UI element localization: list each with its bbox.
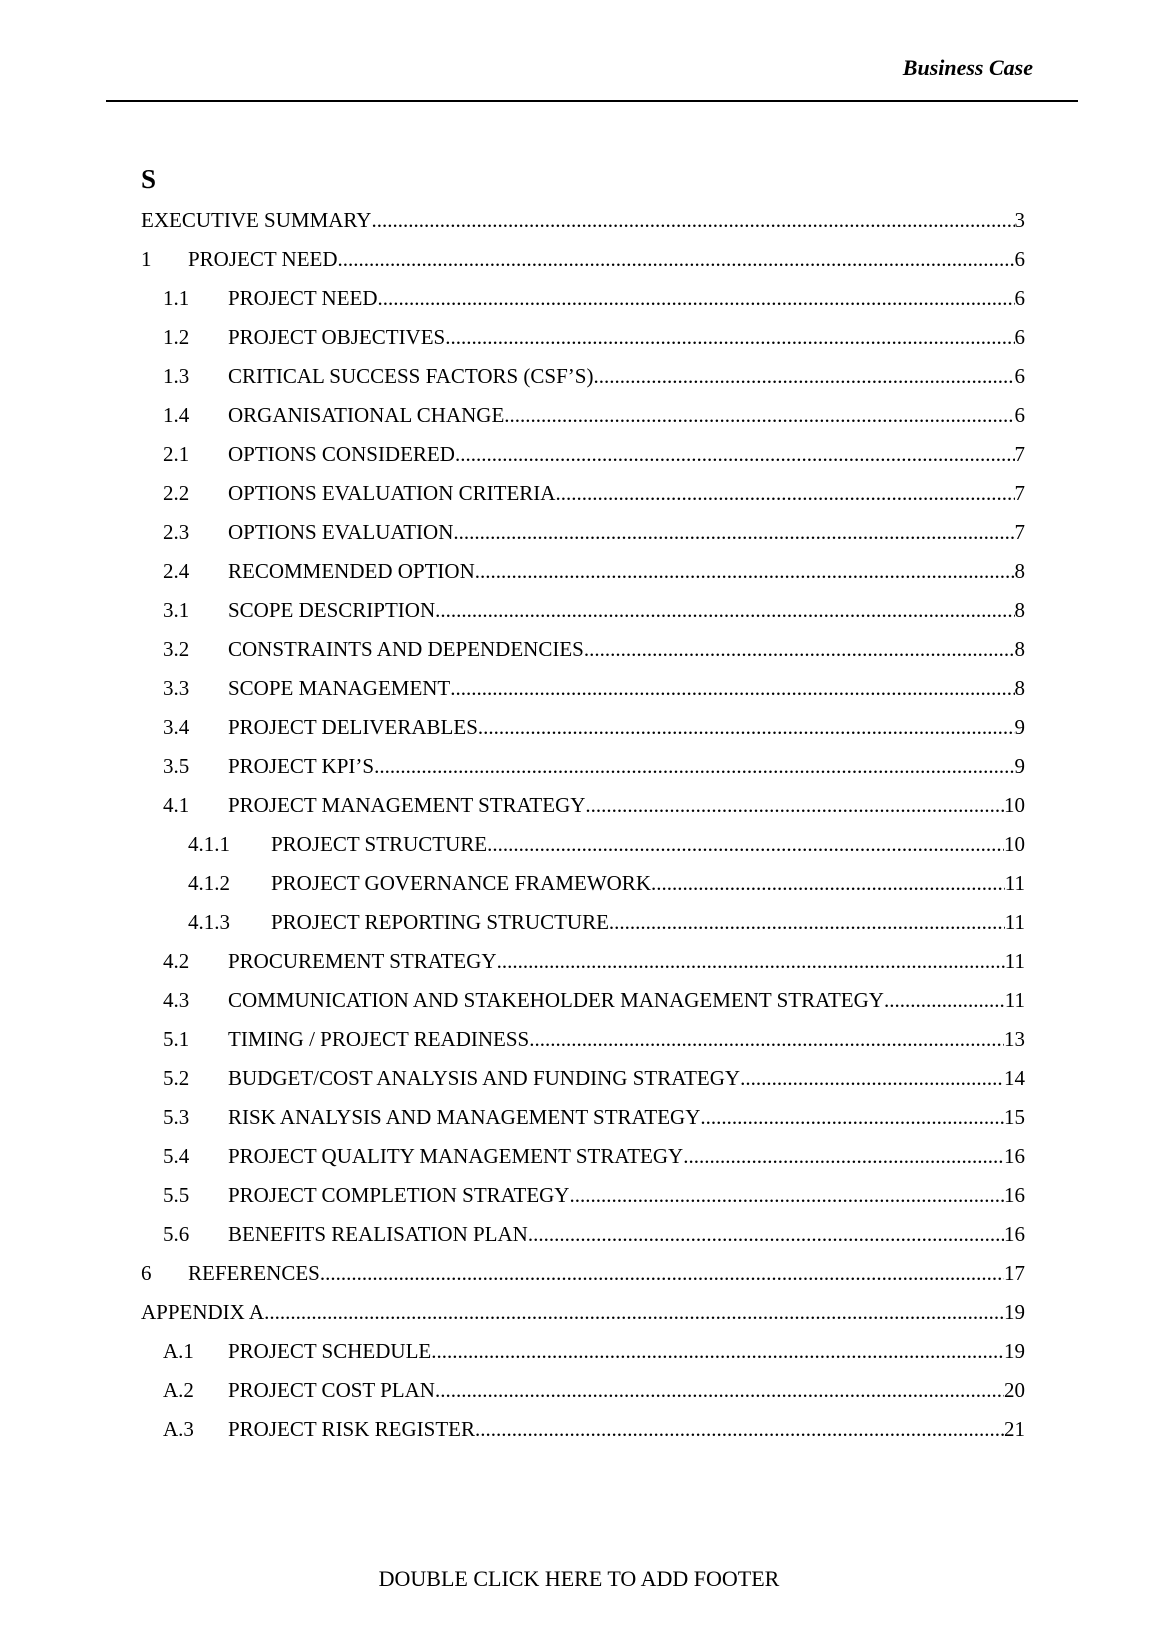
toc-entry-page: 20	[1004, 1378, 1025, 1402]
toc-entry-number: 4.1.1	[188, 832, 230, 856]
toc-entry-page: 3	[1014, 208, 1025, 232]
toc-entry-title: PROJECT KPI’S	[228, 754, 375, 778]
toc-dot-leader	[683, 1144, 1004, 1169]
toc-entry-number: 6	[141, 1261, 152, 1285]
toc-entry-title: PROJECT COMPLETION STRATEGY	[228, 1183, 570, 1207]
toc-entry-number: 3.3	[163, 676, 190, 700]
toc-entry-page: 19	[1004, 1300, 1025, 1324]
toc-entry-page: 8	[1014, 676, 1025, 700]
toc-entry-title: PROJECT STRUCTURE	[271, 832, 488, 856]
toc-entry-number: A.3	[163, 1417, 194, 1441]
toc-entry-number: 3.1	[163, 598, 190, 622]
toc-entry-title: PROJECT GOVERNANCE FRAMEWORK	[271, 871, 651, 895]
toc-dot-leader	[529, 1027, 1004, 1052]
toc-entry[interactable]	[141, 481, 1025, 520]
toc-entry-page: 7	[1014, 442, 1025, 466]
toc-entry[interactable]	[141, 520, 1025, 559]
toc-entry-number: 4.1.2	[188, 871, 230, 895]
toc-entry-title: PROJECT NEED	[188, 247, 338, 271]
toc-entry[interactable]	[141, 793, 1025, 832]
toc-entry-title: PROJECT RISK REGISTER	[228, 1417, 475, 1441]
toc-dot-leader	[555, 481, 1014, 506]
toc-dot-leader	[450, 676, 1014, 701]
toc-entry-page: 14	[1004, 1066, 1025, 1090]
toc-entry-number: 1.3	[163, 364, 190, 388]
toc-entry-page: 11	[1004, 871, 1025, 895]
toc-dot-leader	[431, 1339, 1004, 1364]
toc-entry-page: 6	[1014, 403, 1025, 427]
toc-entry-title: PROJECT MANAGEMENT STRATEGY	[228, 793, 586, 817]
toc-entry[interactable]	[141, 1144, 1025, 1183]
toc-entry-page: 8	[1014, 598, 1025, 622]
toc-entry-page: 10	[1004, 793, 1025, 817]
toc-dot-leader	[593, 364, 1014, 389]
toc-dot-leader	[700, 1105, 1004, 1130]
header-divider	[106, 100, 1078, 102]
toc-entry-title: PROJECT DELIVERABLES	[228, 715, 478, 739]
toc-entry-page: 9	[1014, 715, 1025, 739]
toc-entry-number: 3.5	[163, 754, 190, 778]
toc-entry-number: 5.2	[163, 1066, 190, 1090]
toc-dot-leader	[478, 715, 1015, 740]
toc-dot-leader	[487, 832, 1004, 857]
toc-entry-title: PROJECT COST PLAN	[228, 1378, 435, 1402]
toc-entry-title: PROJECT NEED	[228, 286, 378, 310]
toc-entry-number: 3.4	[163, 715, 190, 739]
toc-entry-title: OPTIONS EVALUATION CRITERIA	[228, 481, 556, 505]
toc-entry-page: 17	[1004, 1261, 1025, 1285]
toc-entry-number: 5.5	[163, 1183, 190, 1207]
toc-dot-leader	[609, 910, 1005, 935]
toc-entry-title: OPTIONS CONSIDERED	[228, 442, 455, 466]
toc-dot-leader	[585, 793, 1004, 818]
toc-entry[interactable]	[141, 1378, 1025, 1417]
toc-entry-number: 2.1	[163, 442, 190, 466]
toc-entry-number: 1	[141, 247, 152, 271]
toc-entry-title: OPTIONS EVALUATION	[228, 520, 454, 544]
toc-entry[interactable]	[141, 1261, 1025, 1300]
toc-entry-number: 1.1	[163, 286, 190, 310]
toc-entry-page: 11	[1004, 949, 1025, 973]
toc-entry-title: REFERENCES	[188, 1261, 320, 1285]
toc-entry-page: 19	[1004, 1339, 1025, 1363]
toc-entry[interactable]	[141, 754, 1025, 793]
toc-dot-leader	[884, 988, 1005, 1013]
toc-entry[interactable]	[141, 871, 1025, 910]
toc-entry[interactable]	[141, 988, 1025, 1027]
toc-entry-number: A.2	[163, 1378, 194, 1402]
toc-entry-number: 1.2	[163, 325, 190, 349]
toc-dot-leader	[374, 754, 1014, 779]
toc-dot-leader	[584, 637, 1015, 662]
toc-entry[interactable]	[141, 910, 1025, 949]
toc-entry[interactable]	[141, 832, 1025, 871]
toc-entry-number: 4.1	[163, 793, 190, 817]
toc-entry-number: 4.3	[163, 988, 190, 1012]
toc-dot-leader	[264, 1300, 1004, 1325]
toc-entry-title: CONSTRAINTS AND DEPENDENCIES	[228, 637, 584, 661]
toc-dot-leader	[338, 247, 1015, 272]
toc-entry[interactable]	[141, 1027, 1025, 1066]
toc-dot-leader	[740, 1066, 1004, 1091]
toc-dot-leader	[475, 1417, 1004, 1442]
toc-dot-leader	[504, 403, 1014, 428]
toc-entry-number: 5.6	[163, 1222, 190, 1246]
toc-entry[interactable]	[141, 442, 1025, 481]
toc-entry-title: PROJECT SCHEDULE	[228, 1339, 432, 1363]
toc-entry[interactable]	[141, 1300, 1025, 1339]
toc-entry-page: 8	[1014, 637, 1025, 661]
toc-entry[interactable]	[141, 325, 1025, 364]
toc-entry-title: PROJECT OBJECTIVES	[228, 325, 446, 349]
toc-entry-page: 16	[1004, 1144, 1025, 1168]
toc-entry-number: A.1	[163, 1339, 194, 1363]
toc-entry-page: 11	[1004, 910, 1025, 934]
toc-entry[interactable]	[141, 1222, 1025, 1261]
toc-entry-page: 6	[1014, 286, 1025, 310]
toc-entry-title: COMMUNICATION AND STAKEHOLDER MANAGEMENT STRATEGY	[228, 988, 884, 1012]
toc-dot-leader	[455, 442, 1015, 467]
toc-entry[interactable]	[141, 559, 1025, 598]
toc-entry-title: RECOMMENDED OPTION	[228, 559, 475, 583]
toc-entry[interactable]	[141, 1417, 1025, 1456]
toc-entry-title: EXECUTIVE SUMMARY	[141, 208, 372, 232]
toc-entry[interactable]	[141, 208, 1025, 247]
toc-entry-page: 13	[1004, 1027, 1025, 1051]
toc-dot-leader	[453, 520, 1014, 545]
toc-dot-leader	[528, 1222, 1004, 1247]
toc-entry-page: 10	[1004, 832, 1025, 856]
toc-dot-leader	[569, 1183, 1004, 1208]
toc-entry-page: 6	[1014, 247, 1025, 271]
toc-entry-number: 5.3	[163, 1105, 190, 1129]
toc-entry-page: 6	[1014, 325, 1025, 349]
toc-entry[interactable]	[141, 949, 1025, 988]
toc-entry-number: 2.2	[163, 481, 190, 505]
toc-entry-title: PROJECT REPORTING STRUCTURE	[271, 910, 609, 934]
header-title: Business Case	[902, 55, 1033, 80]
toc-entry[interactable]	[141, 598, 1025, 637]
toc-entry-number: 2.4	[163, 559, 190, 583]
toc-entry-page: 16	[1004, 1222, 1025, 1246]
toc-dot-leader	[378, 286, 1015, 311]
toc-entry-number: 2.3	[163, 520, 190, 544]
toc-entry-title: APPENDIX A	[141, 1300, 265, 1324]
toc-entry-page: 8	[1014, 559, 1025, 583]
toc-entry[interactable]	[141, 286, 1025, 325]
toc-dot-leader	[435, 598, 1014, 623]
toc-entry-number: 3.2	[163, 637, 190, 661]
toc-entry-number: 4.2	[163, 949, 190, 973]
toc-dot-leader	[475, 559, 1015, 584]
footer-placeholder[interactable]: DOUBLE CLICK HERE TO ADD FOOTER	[378, 1566, 780, 1591]
toc-entry-title: SCOPE DESCRIPTION	[228, 598, 436, 622]
toc-dot-leader	[445, 325, 1014, 350]
toc-entry-title: CRITICAL SUCCESS FACTORS (CSF’S)	[228, 364, 594, 388]
toc-entry-title: BUDGET/COST ANALYSIS AND FUNDING STRATEGY	[228, 1066, 741, 1090]
toc-entry-title: PROCUREMENT STRATEGY	[228, 949, 497, 973]
toc-entry-title: ORGANISATIONAL CHANGE	[228, 403, 505, 427]
toc-entry[interactable]	[141, 364, 1025, 403]
toc-entry-number: 5.1	[163, 1027, 190, 1051]
toc-entry[interactable]	[141, 1183, 1025, 1222]
toc-entry-page: 7	[1014, 481, 1025, 505]
toc-entry-page: 6	[1014, 364, 1025, 388]
toc-entry[interactable]	[141, 1339, 1025, 1378]
toc-entry[interactable]	[141, 403, 1025, 442]
toc-dot-leader	[371, 208, 1014, 233]
toc-entry-page: 21	[1004, 1417, 1025, 1441]
toc-entry[interactable]	[141, 1066, 1025, 1105]
toc-entry[interactable]	[141, 715, 1025, 754]
toc-entry-page: 7	[1014, 520, 1025, 544]
toc-entry[interactable]	[141, 637, 1025, 676]
toc-entry-page: 16	[1004, 1183, 1025, 1207]
toc-entry-number: 1.4	[163, 403, 190, 427]
toc-dot-leader	[435, 1378, 1004, 1403]
toc-dot-leader	[320, 1261, 1004, 1286]
toc-entry[interactable]	[141, 247, 1025, 286]
toc-entry-page: 9	[1014, 754, 1025, 778]
toc-entry-title: PROJECT QUALITY MANAGEMENT STRATEGY	[228, 1144, 684, 1168]
toc-entry-title: BENEFITS REALISATION PLAN	[228, 1222, 528, 1246]
toc-entry-page: 15	[1004, 1105, 1025, 1129]
toc-entry-title: SCOPE MANAGEMENT	[228, 676, 451, 700]
toc-entry-title: RISK ANALYSIS AND MANAGEMENT STRATEGY	[228, 1105, 701, 1129]
toc-entry[interactable]	[141, 1105, 1025, 1144]
toc-entry-page: 11	[1004, 988, 1025, 1012]
toc-dot-leader	[497, 949, 1005, 974]
toc-entry-number: 5.4	[163, 1144, 190, 1168]
toc-dot-leader	[651, 871, 1005, 896]
toc-entry-number: 4.1.3	[188, 910, 230, 934]
table-of-contents	[141, 208, 1025, 1456]
toc-entry[interactable]	[141, 676, 1025, 715]
toc-entry-title: TIMING / PROJECT READINESS	[228, 1027, 530, 1051]
toc-heading: S	[141, 164, 157, 194]
